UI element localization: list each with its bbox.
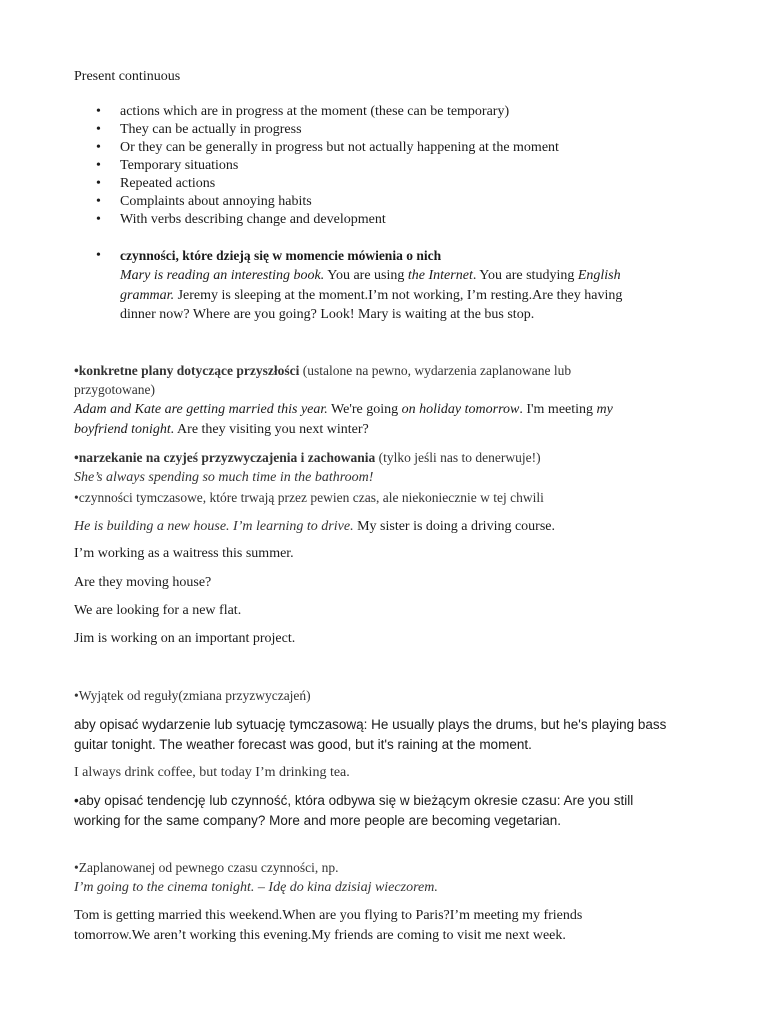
section-heading <box>120 247 441 265</box>
italic-text: Adam and Kate are getting married this year. <box>74 402 328 417</box>
heading-text: •narzekanie na czyjeś przyzwyczajenia i zachowania <box>74 450 376 465</box>
bullet-marker: • <box>96 158 101 173</box>
bullet-marker: • <box>96 194 101 209</box>
bullet-text: They can be actually in progress <box>120 122 302 137</box>
plain-text: My sister is doing a driving course. <box>353 519 555 534</box>
section-heading <box>74 449 541 467</box>
section-heading: •czynności tymczasowe, które trwają przez pewien czas, ale niekoniecznie w tej chwili <box>74 490 544 505</box>
bullet-marker: • <box>96 176 101 191</box>
example-line: I’m working as a waitress this summer. <box>74 546 294 561</box>
example-line: Are they moving house? <box>74 575 212 590</box>
example-line <box>120 287 622 305</box>
section-heading: •Wyjątek od reguły(zmiana przyzwyczajeń) <box>74 688 311 703</box>
section-heading <box>74 362 571 380</box>
example-line <box>120 267 621 285</box>
plain-text: . You are studying <box>472 268 578 283</box>
bullet-text: Repeated actions <box>120 176 216 191</box>
bullet-text: Complaints about annoying habits <box>120 194 312 209</box>
plain-text: Jeremy is sleeping at the moment.I’m not working, I’m resting.Are they having <box>174 288 623 303</box>
bullet-marker: • <box>96 248 101 263</box>
example-line <box>74 421 369 439</box>
paragraph-line: tomorrow.We aren’t working this evening.My friends are coming to visit me next week. <box>74 928 566 943</box>
plain-text: You are using <box>324 268 408 283</box>
heading-note: (tylko jeśli nas to denerwuje!) <box>375 450 541 465</box>
bullet-text: actions which are in progress at the moment (these can be temporary) <box>120 104 510 119</box>
italic-text: boyfriend tonight. <box>74 422 175 437</box>
example-line <box>74 401 613 419</box>
italic-text: I’m going to the cinema tonight. – Idę do kina dzisiaj wieczorem. <box>74 880 438 895</box>
example-line: Jim is working on an important project. <box>74 631 296 646</box>
heading-continuation: przygotowane) <box>74 382 155 397</box>
paragraph-line: guitar tonight. The weather forecast was good, but it's raining at the moment. <box>74 737 532 752</box>
document-title: Present continuous <box>74 69 181 84</box>
heading-text: czynności, które dzieją się w momencie mówienia o nich <box>120 248 442 263</box>
bullet-marker: • <box>96 104 101 119</box>
example-line <box>74 879 438 897</box>
bullet-text: With verbs describing change and development <box>120 212 386 227</box>
paragraph-line: aby opisać wydarzenie lub sytuację tymczasową: He usually plays the drums, but he's playing bass <box>74 717 667 732</box>
bullet-text: Temporary situations <box>120 158 239 173</box>
bullet-marker: • <box>96 140 101 155</box>
example-line <box>74 469 373 487</box>
plain-text: . I'm meeting <box>519 402 597 417</box>
example-line: dinner now? Where are you going? Look! Mary is waiting at the bus stop. <box>120 307 535 322</box>
italic-text: He is building a new house. I’m learning to drive. <box>74 519 354 534</box>
plain-text: Are they visiting you next winter? <box>174 422 369 437</box>
italic-text: She’s always spending so much time in the bathroom! <box>74 470 374 485</box>
paragraph-line: Tom is getting married this weekend.When are you flying to Paris?I’m meeting my friends <box>74 908 583 923</box>
example-line: We are looking for a new flat. <box>74 603 242 618</box>
section-heading: •Zaplanowanej od pewnego czasu czynności, np. <box>74 860 339 875</box>
paragraph-line: •aby opisać tendencję lub czynność, która odbywa się w bieżącym okresie czasu: Are you still <box>74 793 634 808</box>
italic-text: grammar. <box>120 288 175 303</box>
italic-text: my <box>596 402 613 417</box>
italic-text: Mary is reading an interesting book. <box>120 268 325 283</box>
plain-text: We're going <box>327 402 402 417</box>
bullet-marker: • <box>96 122 101 137</box>
example-line <box>74 518 555 536</box>
italic-text: on holiday tomorrow <box>401 402 520 417</box>
paragraph-line: working for the same company? More and more people are becoming vegetarian. <box>74 813 562 828</box>
bullet-marker: • <box>96 212 101 227</box>
heading-text: •konkretne plany dotyczące przyszłości <box>74 363 300 378</box>
italic-text: the Internet <box>407 268 473 283</box>
bullet-text: Or they can be generally in progress but not actually happening at the moment <box>120 140 559 155</box>
example-line: I always drink coffee, but today I’m drinking tea. <box>74 765 350 780</box>
italic-text: English <box>577 268 621 283</box>
heading-note: (ustalone na pewno, wydarzenia zaplanowane lub <box>299 363 572 378</box>
